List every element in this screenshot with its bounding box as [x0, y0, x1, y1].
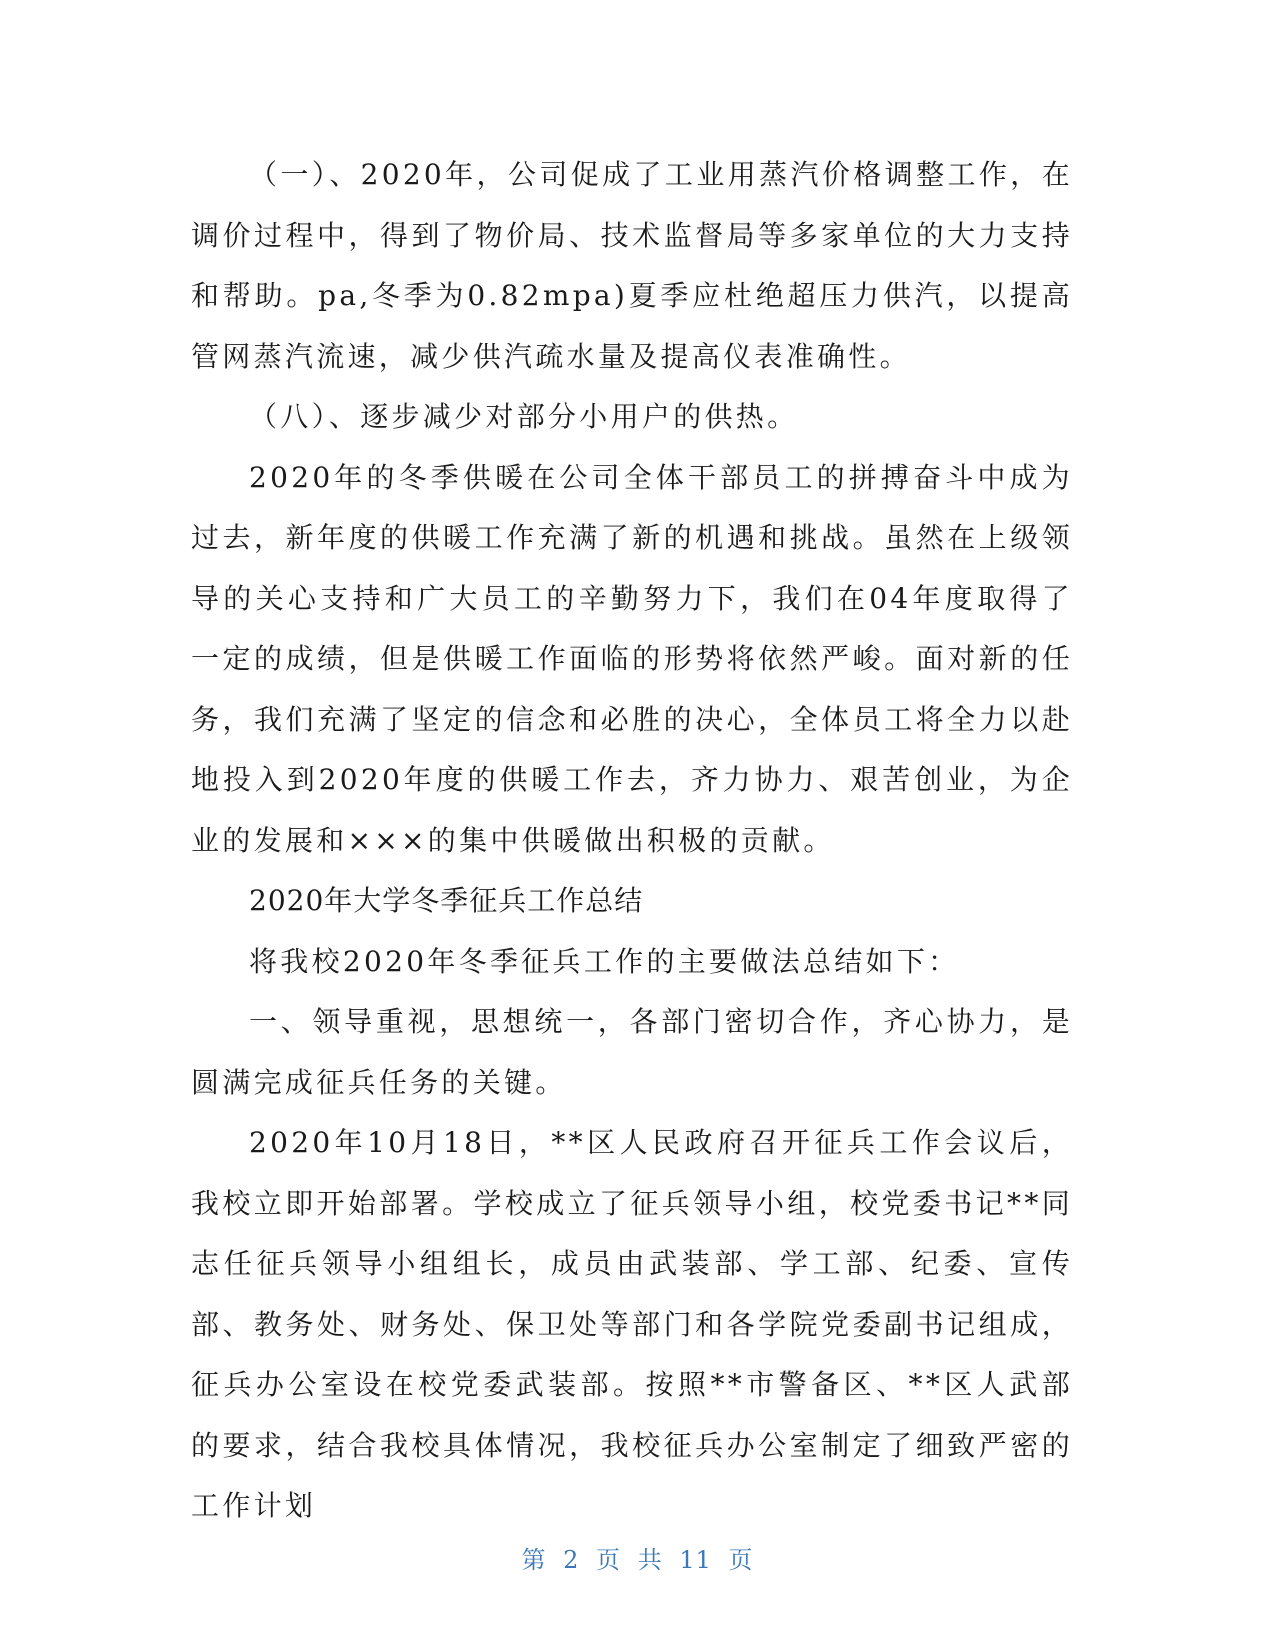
- page-footer: [0, 1540, 1275, 1575]
- footer-total-pages: 11: [679, 1546, 712, 1574]
- paragraph-steam-price: （一）、2020年，公司促成了工业用蒸汽价格调整工作，在调价过程中，得到了物价局、技术监督局等多家单位的大力支持和帮助。pa,冬季为0.82mpa)夏季应杜绝超压力供汽，以提高管网蒸汽流速，减少供汽疏水量及提高仪表准确性。: [191, 158, 1073, 373]
- paragraph-summary-intro: 将我校2020年冬季征兵工作的主要做法总结如下：: [249, 944, 960, 978]
- footer-current-page: 2: [563, 1546, 580, 1574]
- footer-prefix: 第: [521, 1546, 547, 1574]
- paragraph-reduce-supply: （八）、逐步减少对部分小用户的供热。: [249, 400, 799, 433]
- footer-total-prefix: 共: [637, 1546, 663, 1574]
- paragraph-winter-heating: 2020年的冬季供暖在公司全体干部员工的拼搏奋斗中成为过去，新年度的供暖工作充满了新的机遇和挑战。虽然在上级领导的关心支持和广大员工的辛勤努力下，我们在04年度取得了一定的成绩，但是供暖工作面临的形势将依然严峻。面对新的任务，我们充满了坚定的信念和必胜的决心，全体员工将全力以赴地投入到2020年度的供暖工作去，齐力协力、艰苦创业，为企业的发展和×××的集中供暖做出积极的贡献。: [191, 460, 1073, 857]
- footer-total-unit: 页: [728, 1546, 754, 1574]
- document-body: [191, 145, 1073, 1537]
- section-title: 2020年大学冬季征兵工作总结: [249, 884, 644, 917]
- paragraph-meeting: 2020年10月18日，**区人民政府召开征兵工作会议后，我校立即开始部署。学校成立了征兵领导小组，校党委书记**同志任征兵领导小组组长，成员由武装部、学工部、纪委、宣传部、教务处、财务处、保卫处等部门和各学院党委副书记组成，征兵办公室设在校党委武装部。按照**市警备区、**区人武部的要求，结合我校具体情况，我校征兵办公室制定了细致严密的工作计划: [191, 1126, 1073, 1522]
- footer-page-unit: 页: [596, 1546, 622, 1574]
- paragraph-leadership: 一、领导重视，思想统一，各部门密切合作，齐心协力，是圆满完成征兵任务的关键。: [191, 1005, 1073, 1099]
